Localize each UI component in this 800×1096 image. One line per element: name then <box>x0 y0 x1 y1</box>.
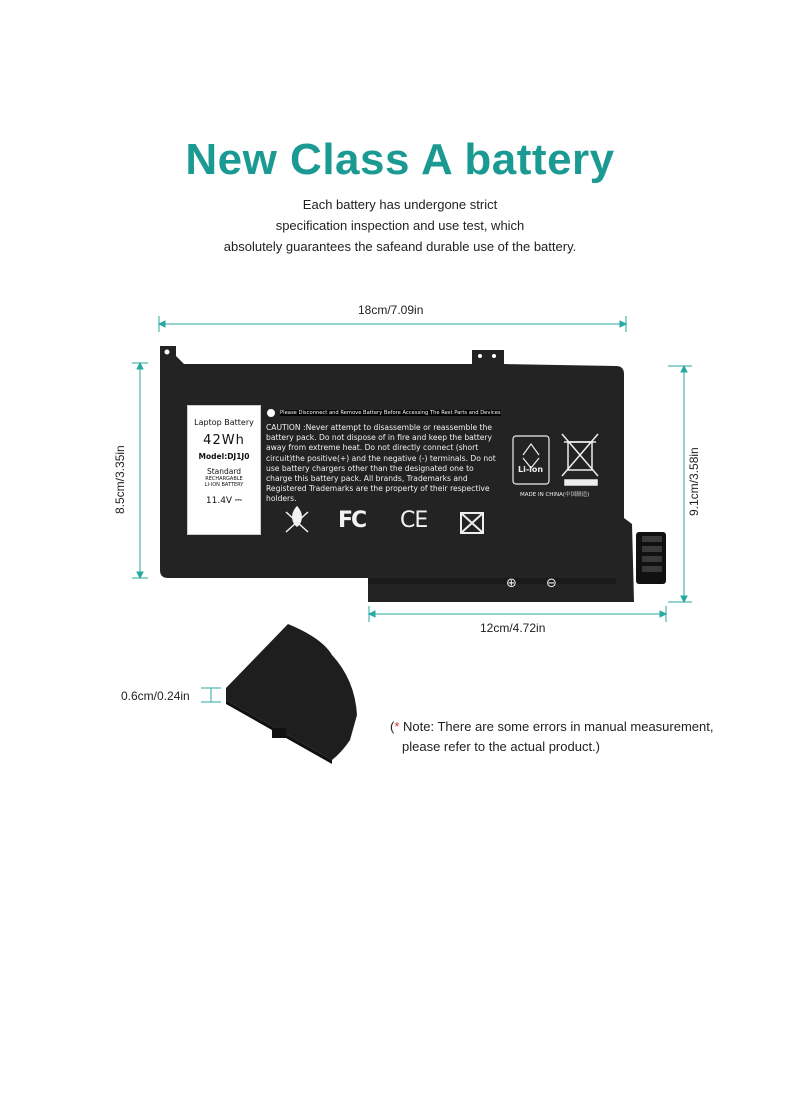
measurement-note: (* Note: There are some errors in manual measurement, please refer to the actual product.) <box>390 717 713 757</box>
note-line-1: Note: There are some errors in manual measurement, <box>399 719 714 734</box>
liion-label: Li-ion <box>518 465 544 474</box>
length-dimension: 18cm/7.09in <box>358 303 424 317</box>
label-type-1: RECHARGABLE <box>205 476 243 482</box>
warning-header: Please Disconnect and Remove Battery Before Accessing The Rest Parts and Devices <box>280 410 501 416</box>
note-star: * <box>394 719 400 734</box>
label-capacity: 42Wh <box>203 433 245 448</box>
caution-text: CAUTION :Never attempt to disassemble or reassemble the battery pack. Do not dispose of in fire and keep the battery away from extreme heat. Do not directly connect (short circuit)the positive(+) and the negative (-) terminals. Do not use battery chargers other than the designated one to charge this battery pack. All brands, Trademarks and Registered Trademarks are the property of their respective holders. <box>266 423 496 504</box>
negative-terminal-icon: ⊖ <box>546 576 557 591</box>
label-type-2: LI-ION BATTERY <box>204 482 244 488</box>
height-left-dimension: 8.5cm/3.35in <box>113 445 127 514</box>
subtitle-line-2: specification inspection and use test, which <box>275 218 525 233</box>
page-title: New Class A battery <box>185 135 615 184</box>
height-right-dimension: 9.1cm/3.58in <box>687 447 701 516</box>
battery-label-card <box>187 405 261 535</box>
fc-mark: FC <box>338 508 366 533</box>
label-title: Laptop Battery <box>194 418 254 427</box>
ce-mark: CE <box>400 508 428 533</box>
bottom-width-dimension: 12cm/4.72in <box>480 621 546 635</box>
subtitle-line-1: Each battery has undergone strict <box>302 197 498 212</box>
note-line-2: please refer to the actual product.) <box>402 739 601 754</box>
thickness-dimension: 0.6cm/0.24in <box>121 689 190 703</box>
label-voltage: 11.4V ⎓ <box>205 496 243 506</box>
label-model: Model:DJ1J0 <box>198 452 250 461</box>
subtitle-line-3: absolutely guarantees the safeand durable use of the battery. <box>223 239 577 254</box>
made-in-label: MADE IN CHINA(中国制造) <box>520 492 590 498</box>
positive-terminal-icon: ⊕ <box>506 576 517 591</box>
label-standard: Standard <box>206 467 242 476</box>
